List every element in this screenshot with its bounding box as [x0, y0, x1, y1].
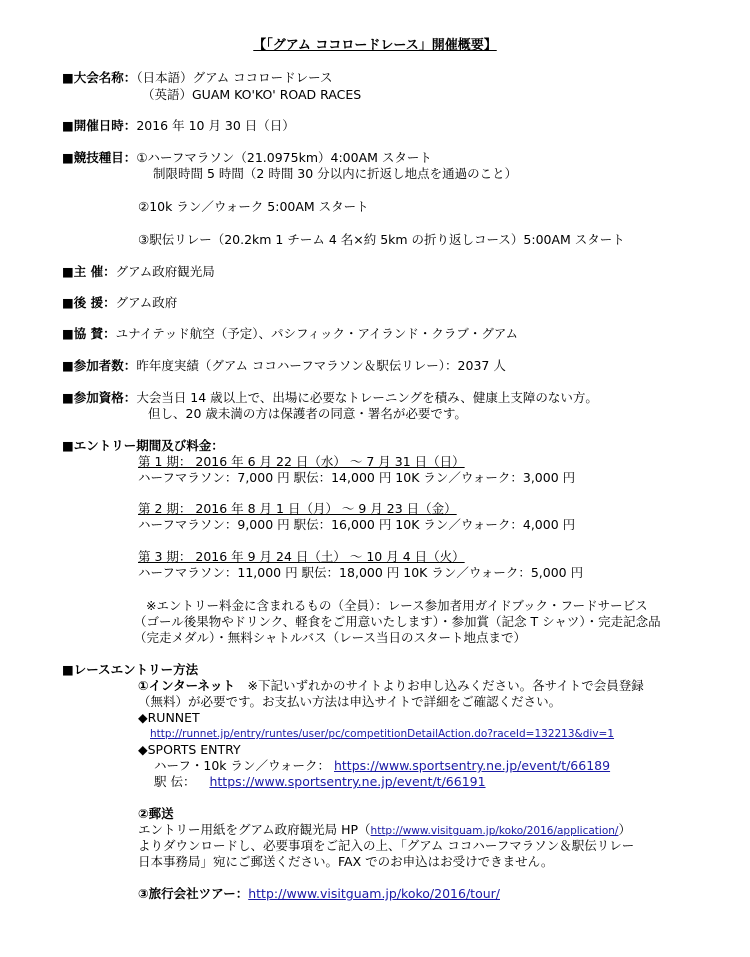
entry-note-1: ※エントリー料金に含まれるもの（全員）：レース参加者用ガイドブック・フードサービス: [146, 598, 648, 613]
eligibility-line1: 大会当日 14 歳以上で、出場に必要なトレーニングを積み、健康上支障のない方。: [136, 390, 598, 405]
event-name-jp: （日本語）グアム ココロードレース: [136, 70, 333, 85]
internet-text-2: （無料）が必要です。お支払い方法は申込サイトで詳細をご確認ください。: [138, 694, 562, 709]
participants-label: ■参加者数：: [62, 358, 137, 373]
sports-ekiden-label: 駅 伝：: [154, 774, 196, 789]
entry-note-3: （完走メダル）・無料シャトルバス（レース当日のスタート地点まで）: [134, 630, 527, 645]
entry-period-3: 第 3 期： 2016 年 9 月 24 日（土） ～ 10 月 4 日（火）: [138, 549, 465, 564]
event-name-row: [62, 70, 333, 85]
sports-ekiden-row: [154, 774, 486, 789]
tour-row: [138, 886, 500, 901]
entry-fees-3: ハーフマラソン：11,000 円 駅伝：18,000 円 10K ラン／ウォーク：5,000 円: [138, 565, 584, 580]
sports-half-label: ハーフ・10k ラン／ウォーク：: [154, 758, 330, 773]
entry-note-2: （ゴール後果物やドリンク、軽食をご用意いたします）・参加賞（記念 T シャツ）・完走記念品: [134, 614, 661, 629]
mail-line-1: [138, 822, 631, 839]
mail-application-link[interactable]: http://www.visitguam.jp/koko/2016/application/: [370, 825, 619, 837]
sports-half-row: [154, 758, 610, 773]
mail-line-2: よりダウンロードし、必要事項をご記入の上、「グアム ココハーフマラソン＆駅伝リレー: [138, 838, 635, 853]
entry-label: ■エントリー期間及び料金：: [62, 438, 224, 453]
tour-link[interactable]: http://www.visitguam.jp/koko/2016/tour/: [248, 886, 500, 901]
event-half: ①ハーフマラソン（21.0975km）4:00AM スタート: [136, 150, 432, 165]
eligibility-line2: 但し、20 歳未満の方は保護者の同意・署名が必要です。: [148, 406, 467, 421]
entry-period-2: 第 2 期： 2016 年 8 月 1 日（月） ～ 9 月 23 日（金）: [138, 501, 457, 516]
internet-head: ①インターネット: [138, 678, 235, 693]
entry-period-1: 第 1 期： 2016 年 6 月 22 日（水） ～ 7 月 31 日（日）: [138, 454, 465, 469]
support-row: [62, 295, 177, 310]
sponsor-value: ユナイテッド航空（予定）、パシフィック・アイランド・クラブ・グアム: [115, 326, 519, 341]
runnet-link[interactable]: http://runnet.jp/entry/runtes/user/pc/competitionDetailAction.do?raceId=132213&div=1: [150, 728, 615, 740]
sports-ekiden-link[interactable]: https://www.sportsentry.ne.jp/event/t/66191: [209, 774, 486, 789]
date-value: 2016 年 10 月 30 日（日）: [136, 118, 295, 133]
organizer-value: グアム政府観光局: [115, 264, 215, 279]
sponsor-row: [62, 326, 518, 341]
date-label: ■開催日時：: [62, 118, 137, 133]
date-row: [62, 118, 295, 133]
sports-entry-label: ◆SPORTS ENTRY: [138, 742, 241, 757]
support-label: ■後 援：: [62, 295, 116, 310]
organizer-label: ■主 催：: [62, 264, 116, 279]
event-10k: ②10k ラン／ウォーク 5:00AM スタート: [138, 199, 369, 214]
eligibility-row: [62, 390, 598, 405]
eligibility-label: ■参加資格：: [62, 390, 137, 405]
event-name-en: （英語）GUAM KO'KO' ROAD RACES: [142, 87, 362, 102]
events-row: [62, 150, 432, 165]
event-ekiden: ③駅伝リレー（20.2km 1 チーム 4 名×約 5km の折り返しコース）5:00AM スタート: [138, 232, 625, 247]
entry-fees-1: ハーフマラソン：7,000 円 駅伝：14,000 円 10K ラン／ウォーク：3,000 円: [138, 470, 576, 485]
runnet-label: ◆RUNNET: [138, 710, 200, 725]
internet-row: [138, 678, 644, 693]
mail-line-1a: エントリー用紙をグアム政府観光局 HP（: [138, 822, 371, 837]
events-label: ■競技種目：: [62, 150, 137, 165]
sports-half-link[interactable]: https://www.sportsentry.ne.jp/event/t/66189: [333, 758, 611, 773]
event-half-note: 制限時間 5 時間（2 時間 30 分以内に折返し地点を通過のこと）: [153, 166, 518, 181]
mail-line-1b: ）: [618, 822, 631, 837]
sponsor-label: ■協 賛：: [62, 326, 116, 341]
mail-head: ②郵送: [138, 806, 174, 821]
participants-row: [62, 358, 506, 373]
participants-value: 昨年度実績（グアム ココハーフマラソン＆駅伝リレー）：2037 人: [136, 358, 506, 373]
event-name-label: ■大会名称：: [62, 70, 137, 85]
internet-text: ※下記いずれかのサイトよりお申し込みください。各サイトで会員登録: [247, 678, 644, 693]
page-title: 【「グアム ココロードレース」開催概要】: [253, 38, 497, 53]
method-label: ■レースエントリー方法: [62, 662, 199, 677]
entry-fees-2: ハーフマラソン：9,000 円 駅伝：16,000 円 10K ラン／ウォーク：4,000 円: [138, 517, 576, 532]
mail-line-3: 日本事務局」宛にご郵送ください。FAX でのお申込はお受けできません。: [138, 854, 554, 869]
organizer-row: [62, 264, 215, 279]
tour-head: ③旅行会社ツアー：: [138, 886, 249, 901]
support-value: グアム政府: [115, 295, 178, 310]
